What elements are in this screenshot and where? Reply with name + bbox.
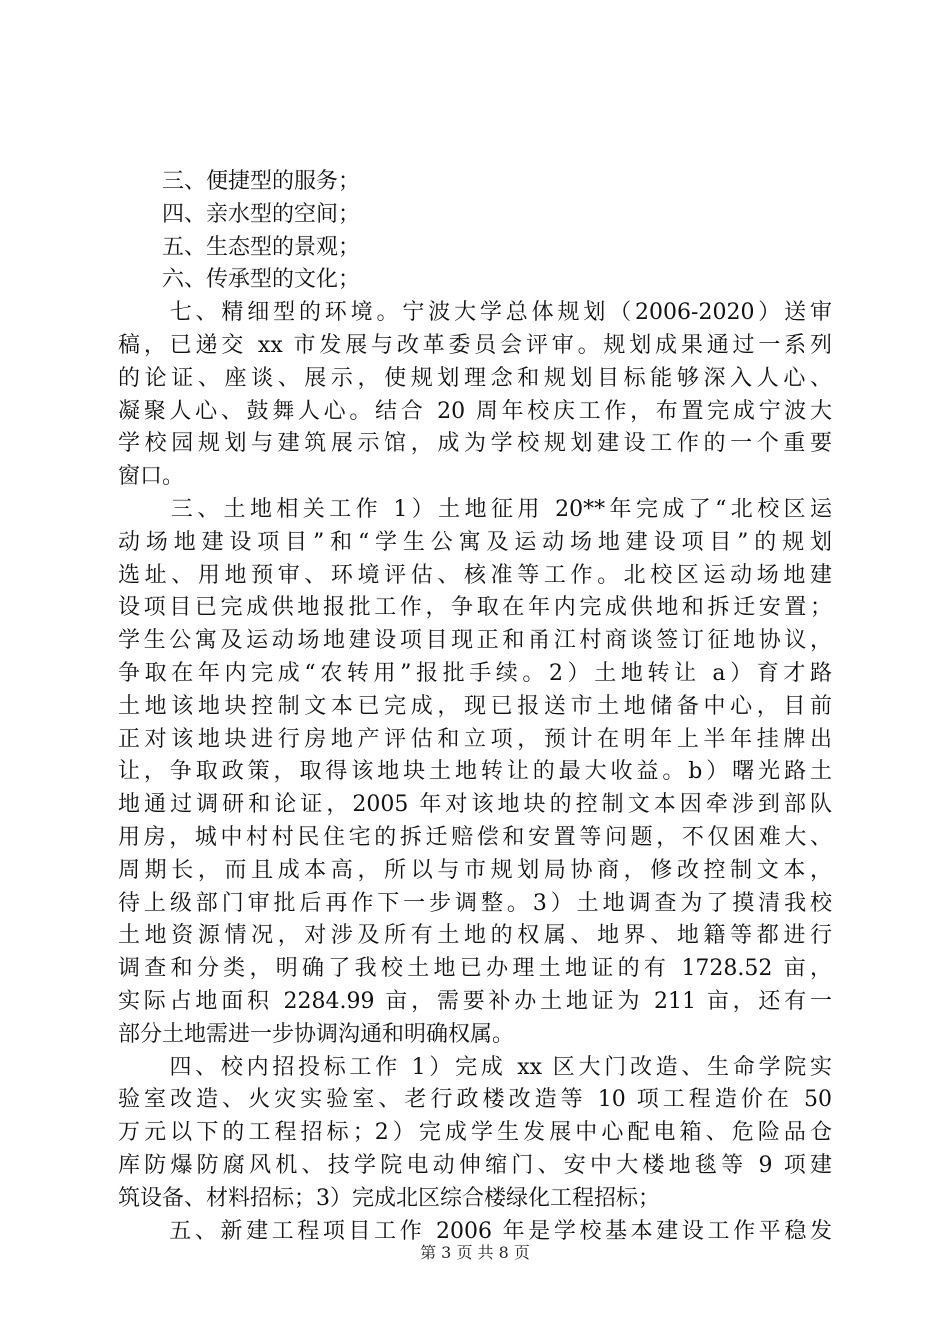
text-line: 动场地建设项目”和“学生公寓及运动场地建设项目”的规划 (118, 529, 832, 555)
text-line: 五、生态型的景观； (118, 234, 361, 260)
text-line: 验室改造、火灾实验室、老行政楼改造等 10 项工程造价在 50 (118, 1087, 832, 1113)
text-line: 土地资源情况，对涉及所有土地的权属、地界、地籍等都进行 (118, 923, 832, 949)
text-line: 四、亲水型的空间； (118, 201, 361, 227)
text-line: 正对该地块进行房地产评估和立项，预计在明年上半年挂牌出 (118, 726, 832, 752)
text-line: 万元以下的工程招标；2）完成学生发展中心配电箱、危险品仓 (118, 1120, 832, 1146)
text-line: 土地该地块控制文本已完成，现已报送市土地储备中心，目前 (118, 693, 832, 719)
text-line: 地通过调研和论证，2005 年对该地块的控制文本因牵涉到部队 (118, 792, 832, 818)
text-line: 待上级部门审批后再作下一步调整。3）土地调查为了摸清我校 (118, 890, 832, 916)
text-line: 周期长，而且成本高，所以与市规划局协商，修改控制文本， (118, 857, 832, 883)
text-line: 凝聚人心、鼓舞人心。结合 20 周年校庆工作，布置完成宁波大 (118, 398, 832, 424)
text-line: 用房，城中村村民住宅的拆迁赔偿和安置等问题，不仅困难大、 (118, 824, 832, 850)
text-line: 六、传承型的文化； (118, 267, 361, 293)
text-line: 设项目已完成供地报批工作，争取在年内完成供地和拆迁安置； (118, 595, 832, 621)
text-line: 窗口。 (118, 464, 185, 490)
text-line: 三、便捷型的服务； (118, 169, 361, 194)
text-line: 调查和分类，明确了我校土地已办理土地证的有 1728.52 亩， (118, 956, 832, 982)
text-line: 库防爆防腐风机、技学院电动伸缩门、安中大楼地毯等 9 项建 (118, 1152, 832, 1178)
document-body (118, 166, 832, 1248)
text-line: 筑设备、材料招标；3）完成北区综合楼绿化工程招标； (118, 1185, 660, 1211)
text-line: 五、新建工程项目工作 2006 年是学校基本建设工作平稳发 (118, 1218, 832, 1244)
text-line: 稿，已递交 xx 市发展与改革委员会评审。规划成果通过一系列 (118, 332, 832, 358)
text-line: 的论证、座谈、展示，使规划理念和规划目标能够深入人心、 (118, 365, 832, 391)
text-line: 选址、用地预审、环境评估、核准等工作。北校区运动场地建 (118, 562, 832, 588)
text-line: 三、土地相关工作 1）土地征用 20**年完成了“北校区运 (118, 496, 832, 522)
text-line: 实际占地面积 2284.99 亩，需要补办土地证为 211 亩，还有一 (118, 988, 832, 1014)
text-line: 让，争取政策，取得该地块土地转让的最大收益。b）曙光路土 (118, 759, 832, 785)
text-line: 学生公寓及运动场地建设项目现正和甬江村商谈签订征地协议， (118, 628, 832, 654)
text-line: 部分土地需进一步协调沟通和明确权属。 (118, 1021, 515, 1047)
page-footer: 第 3 页 共 8 页 (420, 1243, 530, 1262)
text-line: 四、校内招投标工作 1）完成 xx 区大门改造、生命学院实 (118, 1054, 832, 1080)
text-line: 七、精细型的环境。宁波大学总体规划（2006-2020）送审 (118, 300, 832, 326)
text-line: 学校园规划与建筑展示馆，成为学校规划建设工作的一个重要 (118, 431, 832, 457)
text-line: 争取在年内完成“农转用”报批手续。2）土地转让 a）育才路 (118, 660, 832, 686)
